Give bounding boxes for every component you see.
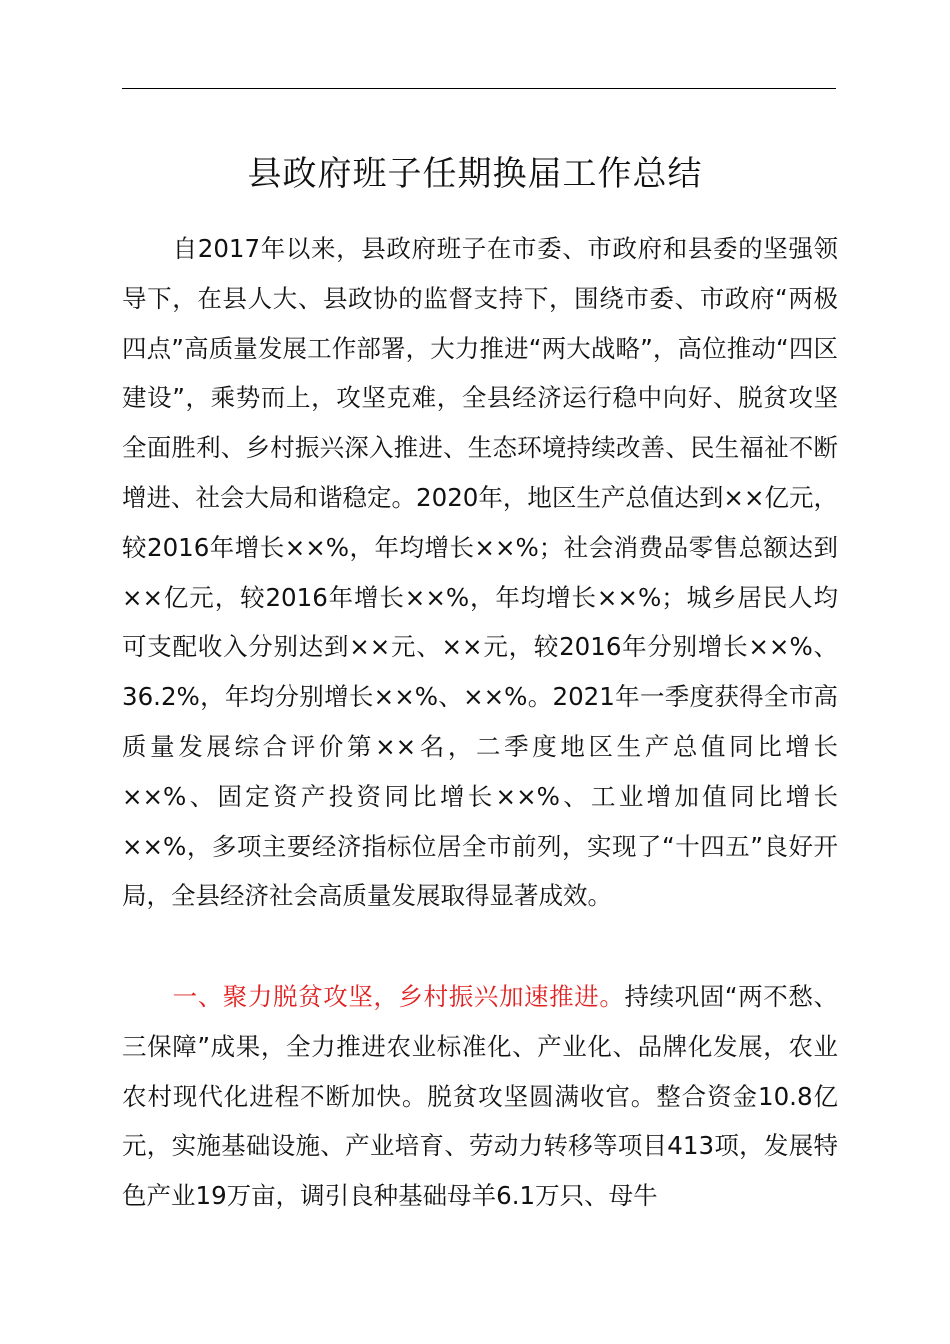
section-heading: 一、聚力脱贫攻坚，乡村振兴加速推进。: [172, 982, 625, 1011]
paragraph-text: 自2017年以来，县政府班子在市委、市政府和县委的坚强领导下，在县人大、县政协的监督支持下，围绕市委、市政府“两极四点”高质量发展工作部署，大力推进“两大战略”，高位推动“四区建设”，乘势而上，攻坚克难，全县经济运行稳中向好、脱贫攻坚全面胜利、乡村振兴深入推进、生态环境持续改善、民生福祉不断增进、社会大局和谐稳定。2020年，地区生产总值达到××亿元，较2016年增长××%，年均增长××%；社会消费品零售总额达到××亿元，较2016年增长××%，年均增长××%；城乡居民人均可支配收入分别达到××元、××元，较2016年分别增长××%、36.2%，年均分别增长××%、××%。2021年一季度获得全市高质量发展综合评价第××名，二季度地区生产总值同比增长××%、固定资产投资同比增长××%、工业增加值同比增长××%，多项主要经济指标位居全市前列，实现了“十四五”良好开局，全县经济社会高质量发展取得显著成效。: [122, 234, 838, 911]
header-rule: [122, 88, 836, 89]
body-paragraph-section-1: [122, 972, 838, 1221]
document-title: 县政府班子任期换届工作总结: [247, 154, 703, 194]
body-paragraph-intro: [122, 224, 838, 921]
paragraph-text: 持续巩固“两不愁、三保障”成果，全力推进农业标准化、产业化、品牌化发展，农业农村现代化进程不断加快。脱贫攻坚圆满收官。整合资金10.8亿元，实施基础设施、产业培育、劳动力转移等项目413项，发展特色产业19万亩，调引良种基础母羊6.1万只、母牛: [122, 982, 838, 1211]
